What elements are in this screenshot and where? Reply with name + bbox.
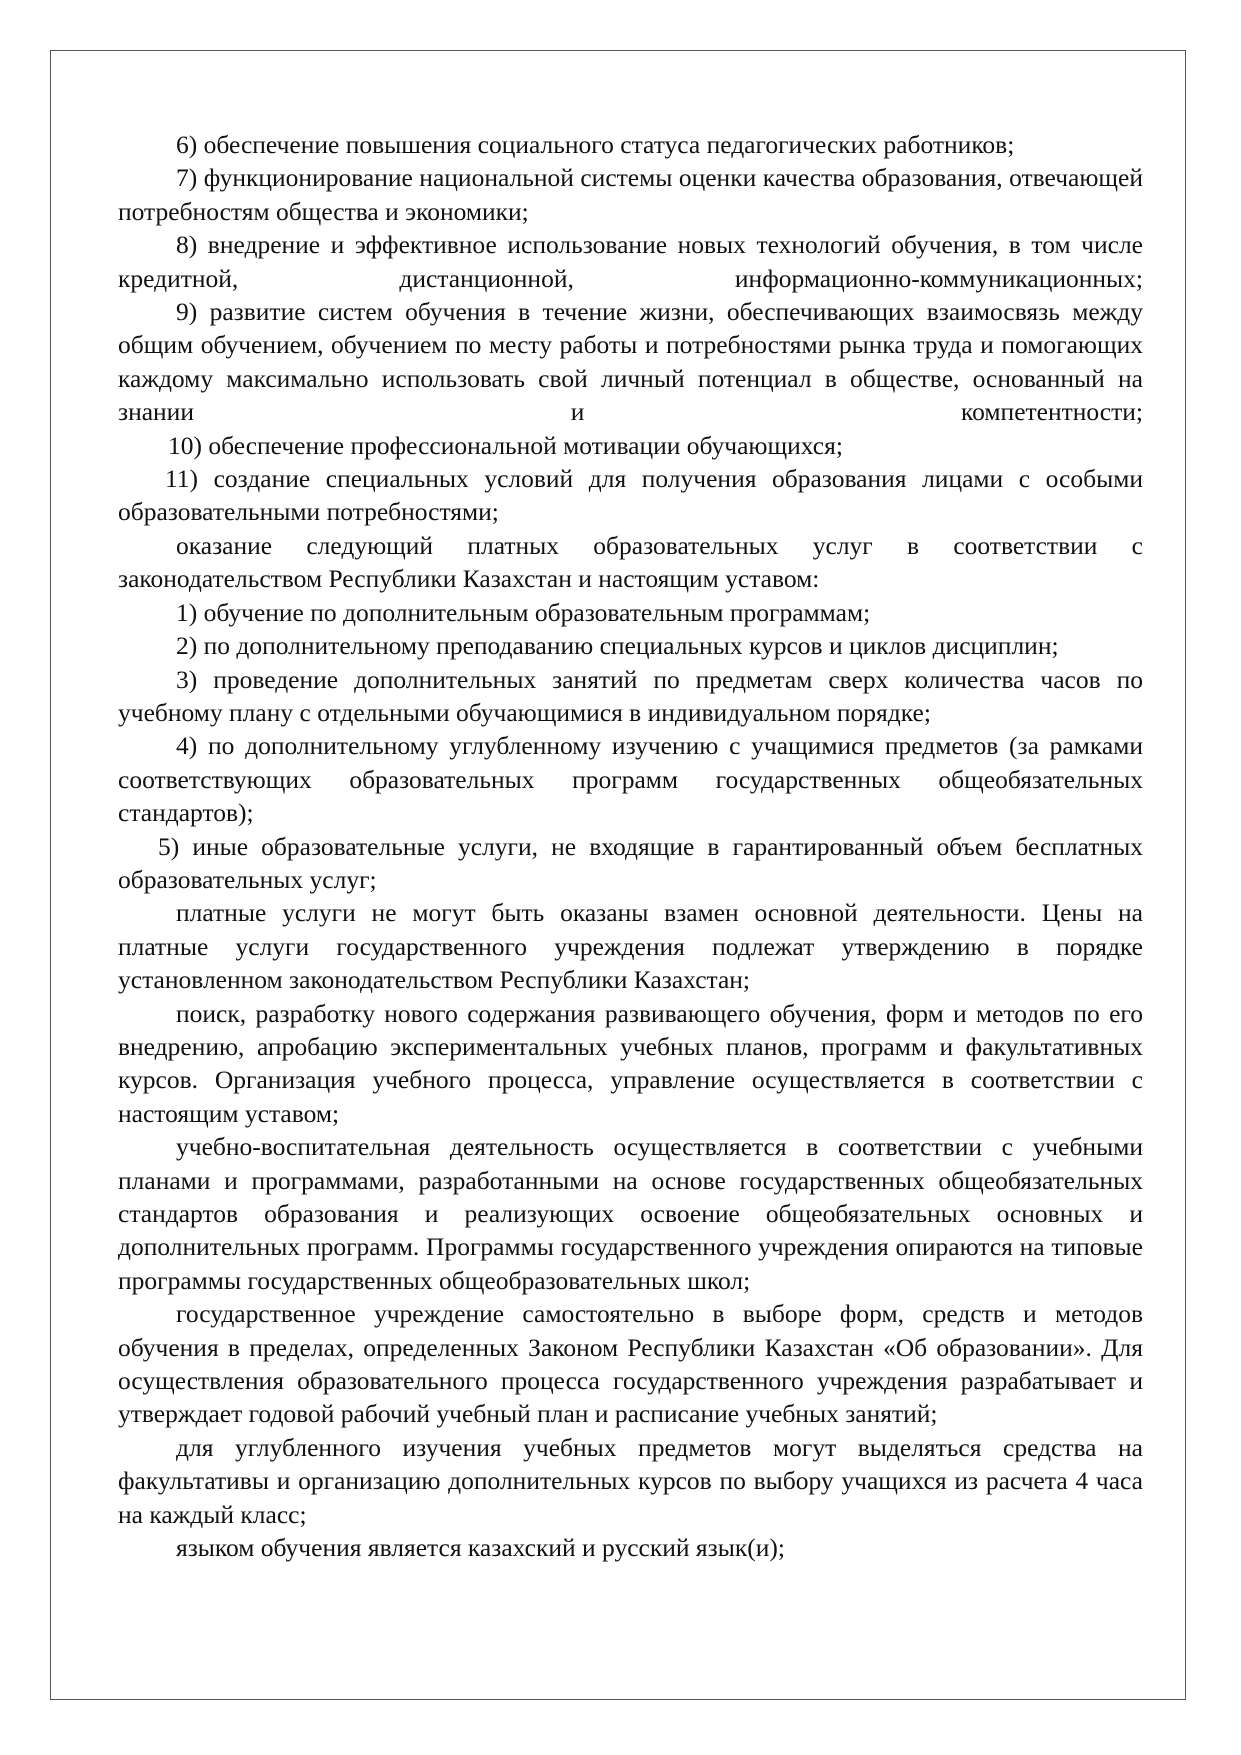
list-item-7: 7) функционирование национальной системы оценки качества образования, отвечающей потребностям общества и экономики;	[118, 163, 1143, 226]
paid-service-item-2: 2) по дополнительному преподаванию специальных курсов и циклов дисциплин;	[176, 631, 1059, 661]
list-item-11: 11) создание специальных условий для получения образования лицами с особыми образовательными потребностями;	[118, 464, 1143, 527]
paid-services-intro: оказание следующий платных образовательных услуг в соответствии с законодательством Республики Казахстан и настоящим уставом:	[118, 530, 1143, 594]
paid-service-item-1: 1) обучение по дополнительным образовательным программам;	[176, 597, 871, 627]
document-body	[118, 128, 1143, 1564]
paid-service-item-3: 3) проведение дополнительных занятий по предметам сверх количества часов по учебному плану с отдельными обучающимися в индивидуальном порядке;	[118, 664, 1143, 727]
development-paragraph: поиск, разработку нового содержания развивающего обучения, форм и методов по его внедрению, апробацию экспериментальных учебных планов, программ и факультативных курсов. Организация учебного процесса, управление осуществляется в соответствии с настоящим уставом;	[118, 998, 1143, 1128]
paid-service-item-4: 4) по дополнительному углубленному изучению с учащимися предметов (за рамками соответствующих образовательных программ государственных общеобязательных стандартов);	[118, 731, 1143, 828]
list-item-9: 9) развитие систем обучения в течение жизни, обеспечивающих взаимосвязь между общим обучением, обучением по месту работы и потребностями рынка труда и помогающих каждому максимально использовать свой личный потенциал в обществе, основанный на знании и компетентности;	[118, 297, 1143, 427]
in-depth-study-paragraph: для углубленного изучения учебных предметов могут выделяться средства на факультативы и организацию дополнительных курсов по выбору учащихся из расчета 4 часа на каждый класс;	[118, 1432, 1143, 1529]
teaching-methods-paragraph: государственное учреждение самостоятельно в выборе форм, средств и методов обучения в пределах, определенных Законом Республики Казахстан «Об образовании». Для осуществления образовательного процесса государственного учреждения разрабатывает и утверждает годовой рабочий учебный план и расписание учебных занятий;	[118, 1299, 1143, 1429]
paid-service-item-5: 5) иные образовательные услуги, не входящие в гарантированный объем бесплатных образовательных услуг;	[118, 831, 1143, 894]
paid-services-note: платные услуги не могут быть оказаны взамен основной деятельности. Цены на платные услуги государственного учреждения подлежат утверждению в порядке установленном законодательством Республики Казахстан;	[118, 898, 1143, 995]
list-item-8: 8) внедрение и эффективное использование новых технологий обучения, в том числе кредитной, дистанционной, информационно-коммуникационных;	[118, 230, 1143, 293]
language-of-instruction-paragraph: языком обучения является казахский и русский язык(и);	[176, 1533, 785, 1563]
list-item-6: 6) обеспечение повышения социального статуса педагогических работников;	[176, 130, 1015, 159]
educational-activity-paragraph: учебно-воспитательная деятельность осуществляется в соответствии с учебными планами и программами, разработанными на основе государственных общеобязательных стандартов образования и реализующих освоение общеобязательных основных и дополнительных программ. Программы государственного учреждения опираются на типовые программы государственных общеобразовательных школ;	[118, 1132, 1143, 1295]
list-item-10: 10) обеспечение профессиональной мотивации обучающихся;	[168, 430, 843, 460]
